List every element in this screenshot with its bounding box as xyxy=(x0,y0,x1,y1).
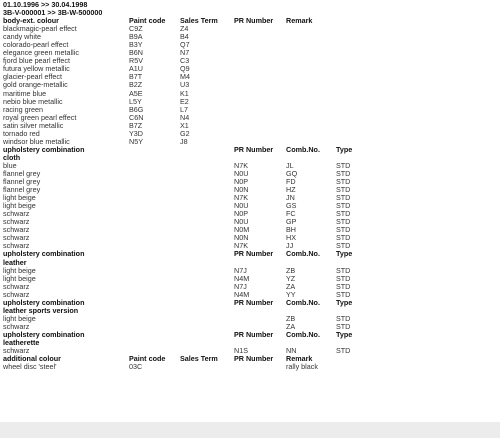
paint-code: N5Y xyxy=(129,136,143,146)
comb-no-heading: Comb.No. xyxy=(286,144,320,154)
upholstery-colour: light beige xyxy=(3,273,36,283)
colour-name: elegance green metallic xyxy=(3,48,79,58)
pr-number: N4M xyxy=(234,273,250,283)
upholstery-cloth-row xyxy=(3,162,497,170)
upholstery-colour: light beige xyxy=(3,313,36,323)
type: STD xyxy=(336,209,351,219)
upholstery-cloth-row xyxy=(3,178,497,186)
upholstery-colour: schwarz xyxy=(3,289,30,299)
type: STD xyxy=(336,233,351,243)
pr-number-heading: PR Number xyxy=(234,144,274,154)
upholstery-leather-row xyxy=(3,267,497,275)
body-colour-row xyxy=(3,73,497,81)
type-heading: Type xyxy=(336,144,353,154)
type: STD xyxy=(336,177,351,187)
paint-code: C9Z xyxy=(129,24,143,34)
pr-number: N7K xyxy=(234,193,248,203)
upholstery-cloth-row xyxy=(3,210,497,218)
sales-term: C3 xyxy=(180,56,190,66)
type: STD xyxy=(336,273,351,283)
body-colour-row xyxy=(3,130,497,138)
upholstery-leatherette-header xyxy=(3,331,497,339)
upholstery-leather-row xyxy=(3,283,497,291)
upholstery-leather-subtitle: leather xyxy=(3,257,27,267)
type: STD xyxy=(336,168,351,178)
upholstery-colour: schwarz xyxy=(3,321,30,331)
pr-number-heading: PR Number xyxy=(234,354,274,364)
colour-name: glacier-pearl effect xyxy=(3,72,62,82)
type: STD xyxy=(336,225,351,235)
paint-code: 03C xyxy=(129,362,143,372)
colour-name: nebio blue metallic xyxy=(3,96,63,106)
upholstery-colour: schwarz xyxy=(3,217,30,227)
upholstery-colour: schwarz xyxy=(3,233,30,243)
colour-name: candy white xyxy=(3,32,41,42)
upholstery-cloth-row xyxy=(3,218,497,226)
comb-no: FD xyxy=(286,177,296,187)
type: STD xyxy=(336,313,351,323)
pr-number: N0U xyxy=(234,201,249,211)
type-heading: Type xyxy=(336,249,353,259)
comb-no: JL xyxy=(286,160,294,170)
comb-no: ZA xyxy=(286,321,296,331)
upholstery-leather-header xyxy=(3,250,497,258)
upholstery-leather-row xyxy=(3,275,497,283)
colour-name: colorado-pearl effect xyxy=(3,40,69,50)
footer-bar xyxy=(0,422,500,438)
upholstery-cloth-row xyxy=(3,226,497,234)
comb-no: JN xyxy=(286,193,295,203)
sales-term: Z4 xyxy=(180,24,189,34)
comb-no: ZB xyxy=(286,265,296,275)
upholstery-colour: schwarz xyxy=(3,281,30,291)
upholstery-colour: flannel grey xyxy=(3,185,41,195)
type: STD xyxy=(336,160,351,170)
paint-code: A1U xyxy=(129,64,143,74)
date-range: 01.10.1996 >> 30.04.1998 xyxy=(3,0,88,9)
colour-name: futura yellow metallic xyxy=(3,64,70,74)
upholstery-colour: flannel grey xyxy=(3,168,41,178)
comb-no-heading: Comb.No. xyxy=(286,249,320,259)
comb-no: GQ xyxy=(286,168,298,178)
comb-no: BH xyxy=(286,225,296,235)
type: STD xyxy=(336,289,351,299)
sales-term: K1 xyxy=(180,88,189,98)
upholstery-colour: blue xyxy=(3,160,17,170)
comb-no: GS xyxy=(286,201,297,211)
upholstery-cloth-header xyxy=(3,146,497,154)
type: STD xyxy=(336,201,351,211)
sales-term-heading: Sales Term xyxy=(180,354,218,364)
sales-term: M4 xyxy=(180,72,190,82)
paint-code: B7T xyxy=(129,72,143,82)
body-colour-row xyxy=(3,65,497,73)
upholstery-colour: light beige xyxy=(3,193,36,203)
upholstery-leather-sports-subtitle-line xyxy=(3,307,497,315)
comb-no: ZB xyxy=(286,313,296,323)
upholstery-cloth-subtitle-line xyxy=(3,154,497,162)
body-colour-heading: body-ext. colour xyxy=(3,16,59,26)
colour-name: gold orange-metallic xyxy=(3,80,68,90)
paint-code: B2Z xyxy=(129,80,143,90)
colour-name: royal green pearl effect xyxy=(3,112,77,122)
pr-number: N0P xyxy=(234,209,248,219)
body-colour-row xyxy=(3,114,497,122)
type-heading: Type xyxy=(336,297,353,307)
sales-term: Q9 xyxy=(180,64,190,74)
type: STD xyxy=(336,346,351,356)
colour-name: maritime blue xyxy=(3,88,47,98)
paint-code: C6N xyxy=(129,112,144,122)
paint-code-heading: Paint code xyxy=(129,354,166,364)
upholstery-colour: flannel grey xyxy=(3,177,41,187)
pr-number: N7J xyxy=(234,265,247,275)
body-colour-row xyxy=(3,106,497,114)
type: STD xyxy=(336,321,351,331)
pr-number: N0U xyxy=(234,217,249,227)
comb-no: GP xyxy=(286,217,297,227)
colour-name: tornado red xyxy=(3,128,40,138)
part-name: wheel disc 'steel' xyxy=(3,362,57,372)
comb-no: FC xyxy=(286,209,296,219)
body-colour-row xyxy=(3,57,497,65)
additional-colour-header xyxy=(3,355,497,363)
pr-number: N4M xyxy=(234,289,250,299)
comb-no: YY xyxy=(286,289,296,299)
type: STD xyxy=(336,265,351,275)
paint-code: B6G xyxy=(129,104,144,114)
upholstery-cloth-row xyxy=(3,202,497,210)
comb-no: YZ xyxy=(286,273,296,283)
upholstery-leatherette-subtitle-line xyxy=(3,339,497,347)
colour-name: racing green xyxy=(3,104,43,114)
upholstery-leather-subtitle-line xyxy=(3,259,497,267)
upholstery-colour: schwarz xyxy=(3,209,30,219)
sales-term-heading: Sales Term xyxy=(180,16,218,26)
upholstery-cloth-row xyxy=(3,234,497,242)
upholstery-leather-title: upholstery combination xyxy=(3,249,85,259)
remark-heading: Remark xyxy=(286,16,313,26)
remark: rally black xyxy=(286,362,318,372)
type: STD xyxy=(336,241,351,251)
upholstery-leather-sports-title: upholstery combination xyxy=(3,297,85,307)
upholstery-colour: schwarz xyxy=(3,346,30,356)
sales-term: J8 xyxy=(180,136,188,146)
body-colour-row xyxy=(3,25,497,33)
sales-term: B4 xyxy=(180,32,189,42)
upholstery-leatherette-subtitle: leatherette xyxy=(3,337,40,347)
sales-term: L7 xyxy=(180,104,188,114)
sales-term: G2 xyxy=(180,128,190,138)
upholstery-colour: light beige xyxy=(3,201,36,211)
comb-no: HZ xyxy=(286,185,296,195)
type: STD xyxy=(336,185,351,195)
type: STD xyxy=(336,193,351,203)
type-heading: Type xyxy=(336,329,353,339)
remark-heading: Remark xyxy=(286,354,313,364)
colour-name: fjord blue pearl effect xyxy=(3,56,70,66)
colour-name: windsor blue metallic xyxy=(3,136,70,146)
body-colour-row xyxy=(3,122,497,130)
upholstery-colour: schwarz xyxy=(3,225,30,235)
upholstery-cloth-row xyxy=(3,186,497,194)
paint-code: B6N xyxy=(129,48,143,58)
comb-no-heading: Comb.No. xyxy=(286,329,320,339)
body-colour-row xyxy=(3,81,497,89)
body-colours-header xyxy=(3,17,497,25)
body-colour-row xyxy=(3,90,497,98)
comb-no: JJ xyxy=(286,241,294,251)
paint-code: R5V xyxy=(129,56,143,66)
upholstery-leather-sports-row xyxy=(3,315,497,323)
body-colour-row xyxy=(3,98,497,106)
additional-colour-row xyxy=(3,363,497,371)
pr-number: N7J xyxy=(234,281,247,291)
pr-number: N0U xyxy=(234,168,249,178)
upholstery-leather-sports-subtitle: leather sports version xyxy=(3,305,79,315)
comb-no: ZA xyxy=(286,281,296,291)
vin-range: 3B-V-000001 >> 3B-W-500000 xyxy=(3,8,103,18)
sales-term: X1 xyxy=(180,120,189,130)
paint-code: B9A xyxy=(129,32,143,42)
additional-colour-heading: additional colour xyxy=(3,354,61,364)
type: STD xyxy=(336,217,351,227)
upholstery-cloth-title: upholstery combination xyxy=(3,144,85,154)
sales-term: N7 xyxy=(180,48,190,58)
pr-number: N0M xyxy=(234,225,250,235)
upholstery-leatherette-title: upholstery combination xyxy=(3,329,85,339)
sales-term: Q7 xyxy=(180,40,190,50)
pr-number: N0P xyxy=(234,177,248,187)
paint-code: B3Y xyxy=(129,40,143,50)
body-colour-row xyxy=(3,49,497,57)
document xyxy=(3,1,497,371)
type: STD xyxy=(336,281,351,291)
pr-number-heading: PR Number xyxy=(234,297,274,307)
comb-no: HX xyxy=(286,233,296,243)
colour-name: satin silver metallic xyxy=(3,120,64,130)
upholstery-colour: schwarz xyxy=(3,241,30,251)
colour-name: blackmagic-pearl effect xyxy=(3,24,77,34)
sales-term: U3 xyxy=(180,80,190,90)
pr-number-heading: PR Number xyxy=(234,16,274,26)
paint-code: Y3D xyxy=(129,128,143,138)
upholstery-cloth-row xyxy=(3,170,497,178)
comb-no: NN xyxy=(286,346,297,356)
upholstery-cloth-row xyxy=(3,194,497,202)
pr-number: N0N xyxy=(234,185,249,195)
pr-number-heading: PR Number xyxy=(234,249,274,259)
sales-term: E2 xyxy=(180,96,189,106)
comb-no-heading: Comb.No. xyxy=(286,297,320,307)
upholstery-cloth-subtitle: cloth xyxy=(3,152,21,162)
pr-number: N7K xyxy=(234,241,248,251)
pr-number: N0N xyxy=(234,233,249,243)
pr-number-heading: PR Number xyxy=(234,329,274,339)
paint-code: A5E xyxy=(129,88,143,98)
pr-number: N7K xyxy=(234,160,248,170)
body-colour-row xyxy=(3,33,497,41)
paint-code: B7Z xyxy=(129,120,143,130)
sales-term: N4 xyxy=(180,112,190,122)
pr-number: N1S xyxy=(234,346,248,356)
paint-code: L5Y xyxy=(129,96,142,106)
paint-code-heading: Paint code xyxy=(129,16,166,26)
upholstery-colour: light beige xyxy=(3,265,36,275)
